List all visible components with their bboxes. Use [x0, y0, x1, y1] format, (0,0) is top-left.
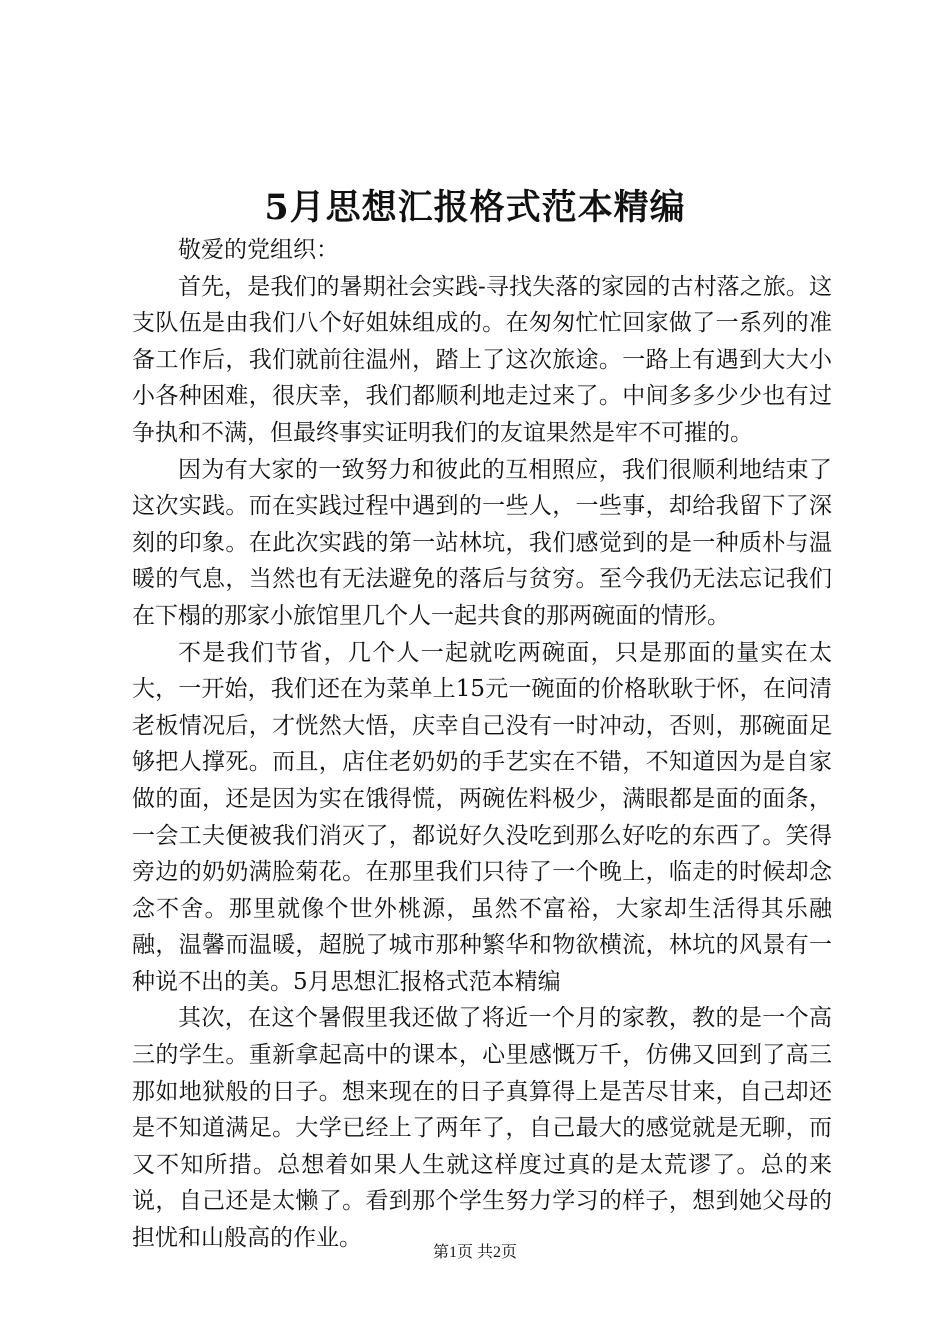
page-footer: 第1页 共2页: [432, 1244, 517, 1261]
salutation: 敬爱的党组织：: [178, 237, 339, 263]
paragraph-1: 首先，是我们的暑期社会实践-寻找失落的家园的古村落之旅。这支队伍是由我们八个好姐妹组成的。在匆匆忙忙回家做了一系列的准备工作后，我们就前往温州，踏上了这次旅途。一路上有遇到大大小小各种困难，很庆幸，我们都顺利地走过来了。中间多多少少也有过争执和不满，但最终事实证明我们的友谊果然是牢不可摧的。: [132, 273, 832, 446]
paragraph-3: 不是我们节省，几个人一起就吃两碗面，只是那面的量实在太大，一开始，我们还在为菜单上15元一碗面的价格耿耿于怀，在问清老板情况后，才恍然大悟，庆幸自己没有一时冲动，否则，那碗面足够把人撑死。而且，店住老奶奶的手艺实在不错，不知道因为是自家做的面，还是因为实在饿得慌，两碗佐料极少，满眼都是面的面条，一会工夫便被我们消灭了，都说好久没吃到那么好吃的东西了。笑得旁边的奶奶满脸菊花。在那里我们只待了一个晚上，临走的时候却念念不舍。那里就像个世外桃源，虽然不富裕，大家却生活得其乐融融，温馨而温暖，超脱了城市那种繁华和物欲横流，林坑的风景有一种说不出的美。5月思想汇报格式范本精编: [132, 639, 832, 995]
document-body: [132, 232, 832, 1257]
paragraph-2: 因为有大家的一致努力和彼此的互相照应，我们很顺利地结束了这次实践。而在实践过程中遇到的一些人，一些事，却给我留下了深刻的印象。在此次实践的第一站林坑，我们感觉到的是一种质朴与温暖的气息，当然也有无法避免的落后与贫穷。至今我仍无法忘记我们在下榻的那家小旅馆里几个人一起共食的那两碗面的情形。: [132, 456, 832, 629]
document-title: 5月思想汇报格式范本精编: [264, 187, 686, 228]
paragraph-4: 其次，在这个暑假里我还做了将近一个月的家教，教的是一个高三的学生。重新拿起高中的课本，心里感慨万千，仿佛又回到了高三那如地狱般的日子。想来现在的日子真算得上是苦尽甘来，自己却还是不知道满足。大学已经上了两年了，自己最大的感觉就是无聊，而又不知所措。总想着如果人生就这样度过真的是太荒谬了。总的来说，自己还是太懒了。看到那个学生努力学习的样子，想到她父母的担忧和山般高的作业。: [132, 1005, 832, 1252]
